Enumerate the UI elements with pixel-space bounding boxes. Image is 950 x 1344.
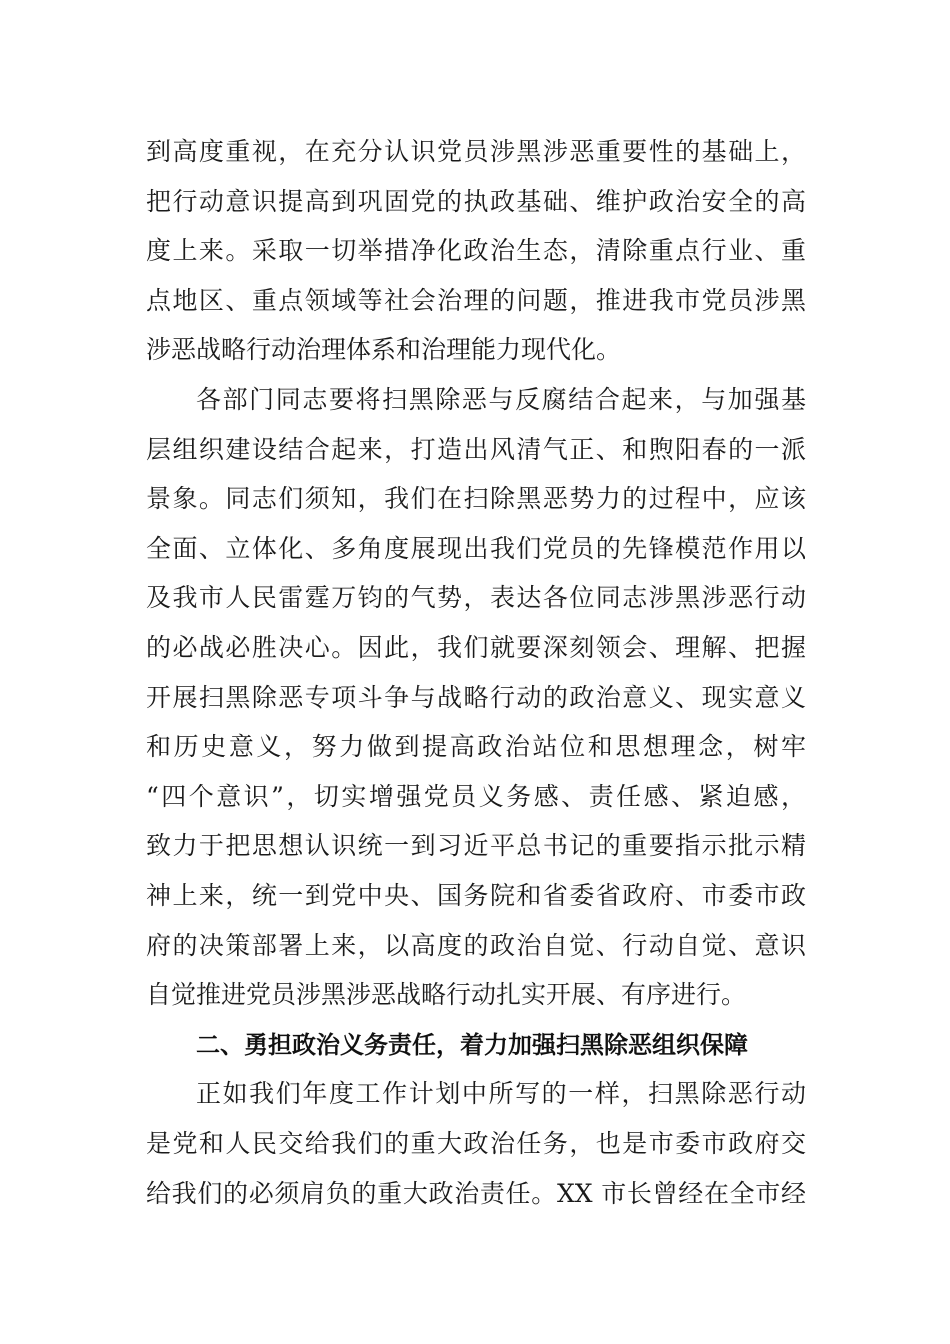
paragraph-line: 正如我们年度工作计划中所写的一样，扫黑除恶行动 <box>196 1079 806 1108</box>
paragraph-line: 各部门同志要将扫黑除恶与反腐结合起来，与加强基 <box>196 385 806 414</box>
paragraph-line: 府的决策部署上来，以高度的政治自觉、行动自觉、意识 <box>146 931 806 960</box>
paragraph-line: 和历史意义，努力做到提高政治站位和思想理念，树牢 <box>146 732 806 761</box>
paragraph-line: 自觉推进党员涉黑涉恶战略行动扎实开展、有序进行。 <box>146 980 747 1009</box>
paragraph-line: 到高度重视，在充分认识党员涉黑涉恶重要性的基础上， <box>146 137 806 166</box>
paragraph-line: 给我们的必须肩负的重大政治责任。XX 市长曾经在全市经 <box>146 1179 806 1208</box>
paragraph-line: 把行动意识提高到巩固党的执政基础、维护政治安全的高 <box>146 187 806 216</box>
paragraph-line: 涉恶战略行动治理体系和治理能力现代化。 <box>146 335 622 364</box>
paragraph-line: 层组织建设结合起来，打造出风清气正、和煦阳春的一派 <box>146 435 806 464</box>
paragraph-line: 的必战必胜决心。因此，我们就要深刻领会、理解、把握 <box>146 633 806 662</box>
paragraph-line: 神上来，统一到党中央、国务院和省委省政府、市委市政 <box>146 881 806 910</box>
paragraph-line: 是党和人民交给我们的重大政治任务，也是市委市政府交 <box>146 1129 806 1158</box>
paragraph-line: 致力于把思想认识统一到习近平总书记的重要指示批示精 <box>146 831 806 860</box>
paragraph-line: 开展扫黑除恶专项斗争与战略行动的政治意义、现实意义 <box>146 683 806 712</box>
paragraph-line: 全面、立体化、多角度展现出我们党员的先锋模范作用以 <box>146 534 806 563</box>
paragraph-line: “四个意识”，切实增强党员义务感、责任感、紧迫感， <box>146 782 806 811</box>
section-heading: 二、勇担政治义务责任，着力加强扫黑除恶组织保障 <box>196 1031 748 1059</box>
paragraph-line: 景象。同志们须知，我们在扫除黑恶势力的过程中，应该 <box>146 484 806 513</box>
paragraph-line: 度上来。采取一切举措净化政治生态，清除重点行业、重 <box>146 236 806 265</box>
paragraph-line: 点地区、重点领域等社会治理的问题，推进我市党员涉黑 <box>146 286 806 315</box>
paragraph-line: 及我市人民雷霆万钧的气势，表达各位同志涉黑涉恶行动 <box>146 583 806 612</box>
